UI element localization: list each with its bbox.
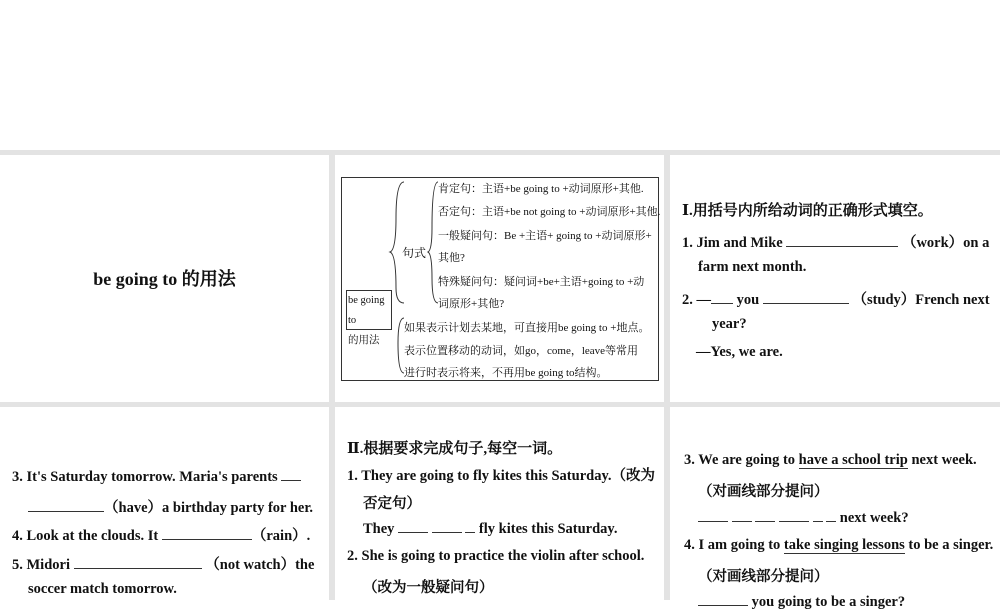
question-1-answer-line: They fly kites this Saturday.: [363, 521, 618, 537]
special-question-rule-1: 特殊疑问句：疑问词+be+主语+going to +动: [438, 276, 645, 288]
answer-blank[interactable]: [28, 499, 104, 512]
answer-blank[interactable]: [398, 520, 428, 533]
question-2-answer: —Yes, we are.: [696, 344, 783, 360]
grammar-diagram: [341, 177, 659, 381]
answer-blank[interactable]: [465, 520, 475, 533]
answer-blank[interactable]: [162, 527, 252, 540]
answer-blank[interactable]: [763, 291, 849, 304]
question-1-line-2: farm next month.: [698, 259, 807, 275]
slide-exercise-1[interactable]: [670, 155, 1000, 402]
question-3-answer-line: next week?: [698, 509, 909, 527]
answer-blank[interactable]: [786, 234, 898, 247]
answer-blank[interactable]: [732, 509, 752, 522]
question-1-line-2: 否定句）: [363, 496, 421, 512]
slide-exercise-4[interactable]: [670, 407, 1000, 610]
diagram-note-3: 进行时表示将来，不再用be going to结构。: [404, 367, 608, 379]
slide-exercise-3[interactable]: [335, 407, 664, 600]
negative-rule: 否定句：主语+be not going to +动词原形+其他.: [438, 206, 661, 218]
question-5-line-2: soccer match tomorrow.: [28, 581, 177, 597]
slide-title[interactable]: [0, 155, 329, 402]
question-2-line-2: year?: [712, 316, 747, 332]
question-5-line-1: 5. Midori （not watch）the: [12, 557, 315, 573]
general-question-rule-1: 一般疑问句：Be +主语+ going to +动词原形+: [438, 230, 652, 242]
exercise-heading: Ⅱ.根据要求完成句子,每空一词。: [347, 441, 563, 457]
question-1-line-1: 1. Jim and Mike （work）on a: [682, 235, 990, 251]
diagram-branch-label: 句式: [402, 246, 427, 260]
question-4: 4. Look at the clouds. It （rain）.: [12, 528, 311, 544]
affirmative-rule: 肯定句：主语+be going to +动词原形+其他.: [438, 183, 644, 195]
slide-diagram[interactable]: [335, 155, 664, 402]
answer-blank[interactable]: [755, 509, 775, 522]
question-2-line-1: 2. She is going to practice the violin after school.: [347, 548, 645, 564]
diagram-note-1: 如果表示计划去某地，可直接用be going to +地点。: [404, 322, 650, 334]
question-3-line-1: 3. It's Saturday tomorrow. Maria's parents: [12, 468, 301, 486]
answer-blank[interactable]: [698, 593, 748, 606]
question-1-line-1: 1. They are going to fly kites this Saturday.（改为: [347, 468, 656, 484]
answer-blank[interactable]: [779, 509, 809, 522]
answer-blank[interactable]: [813, 509, 823, 522]
question-3-instruction: （对画线部分提问）: [698, 484, 829, 500]
question-3-line-2: （have）a birthday party for her.: [28, 496, 313, 517]
diagram-root-label-1: be going to: [348, 295, 385, 326]
answer-blank[interactable]: [74, 556, 202, 569]
question-2-line-1: 2. — you （study）French next: [682, 292, 990, 308]
question-2-line-2: （改为一般疑问句）: [363, 580, 494, 596]
slide-exercise-2[interactable]: [0, 407, 329, 600]
page-title: be going to 的用法: [93, 269, 236, 289]
answer-blank[interactable]: [826, 509, 836, 522]
special-question-rule-2: 词原形+其他?: [438, 298, 505, 310]
diagram-note-2: 表示位置移动的动词，如go，come，leave等常用: [404, 345, 639, 357]
answer-blank[interactable]: [698, 509, 728, 522]
question-4-answer-line: you going to be a singer?: [698, 593, 905, 611]
question-4-line-1: 4. I am going to take singing lessons to be a singer.: [684, 537, 994, 553]
answer-blank[interactable]: [281, 468, 301, 481]
general-question-rule-2: 其他?: [438, 252, 465, 264]
answer-blank[interactable]: [711, 291, 733, 304]
question-3-line-1: 3. We are going to have a school trip next week.: [684, 452, 977, 468]
diagram-root-label-2: 的用法: [348, 335, 380, 346]
exercise-heading: Ⅰ.用括号内所给动词的正确形式填空。: [682, 203, 933, 219]
question-4-instruction: （对画线部分提问）: [698, 569, 829, 585]
answer-blank[interactable]: [432, 520, 462, 533]
